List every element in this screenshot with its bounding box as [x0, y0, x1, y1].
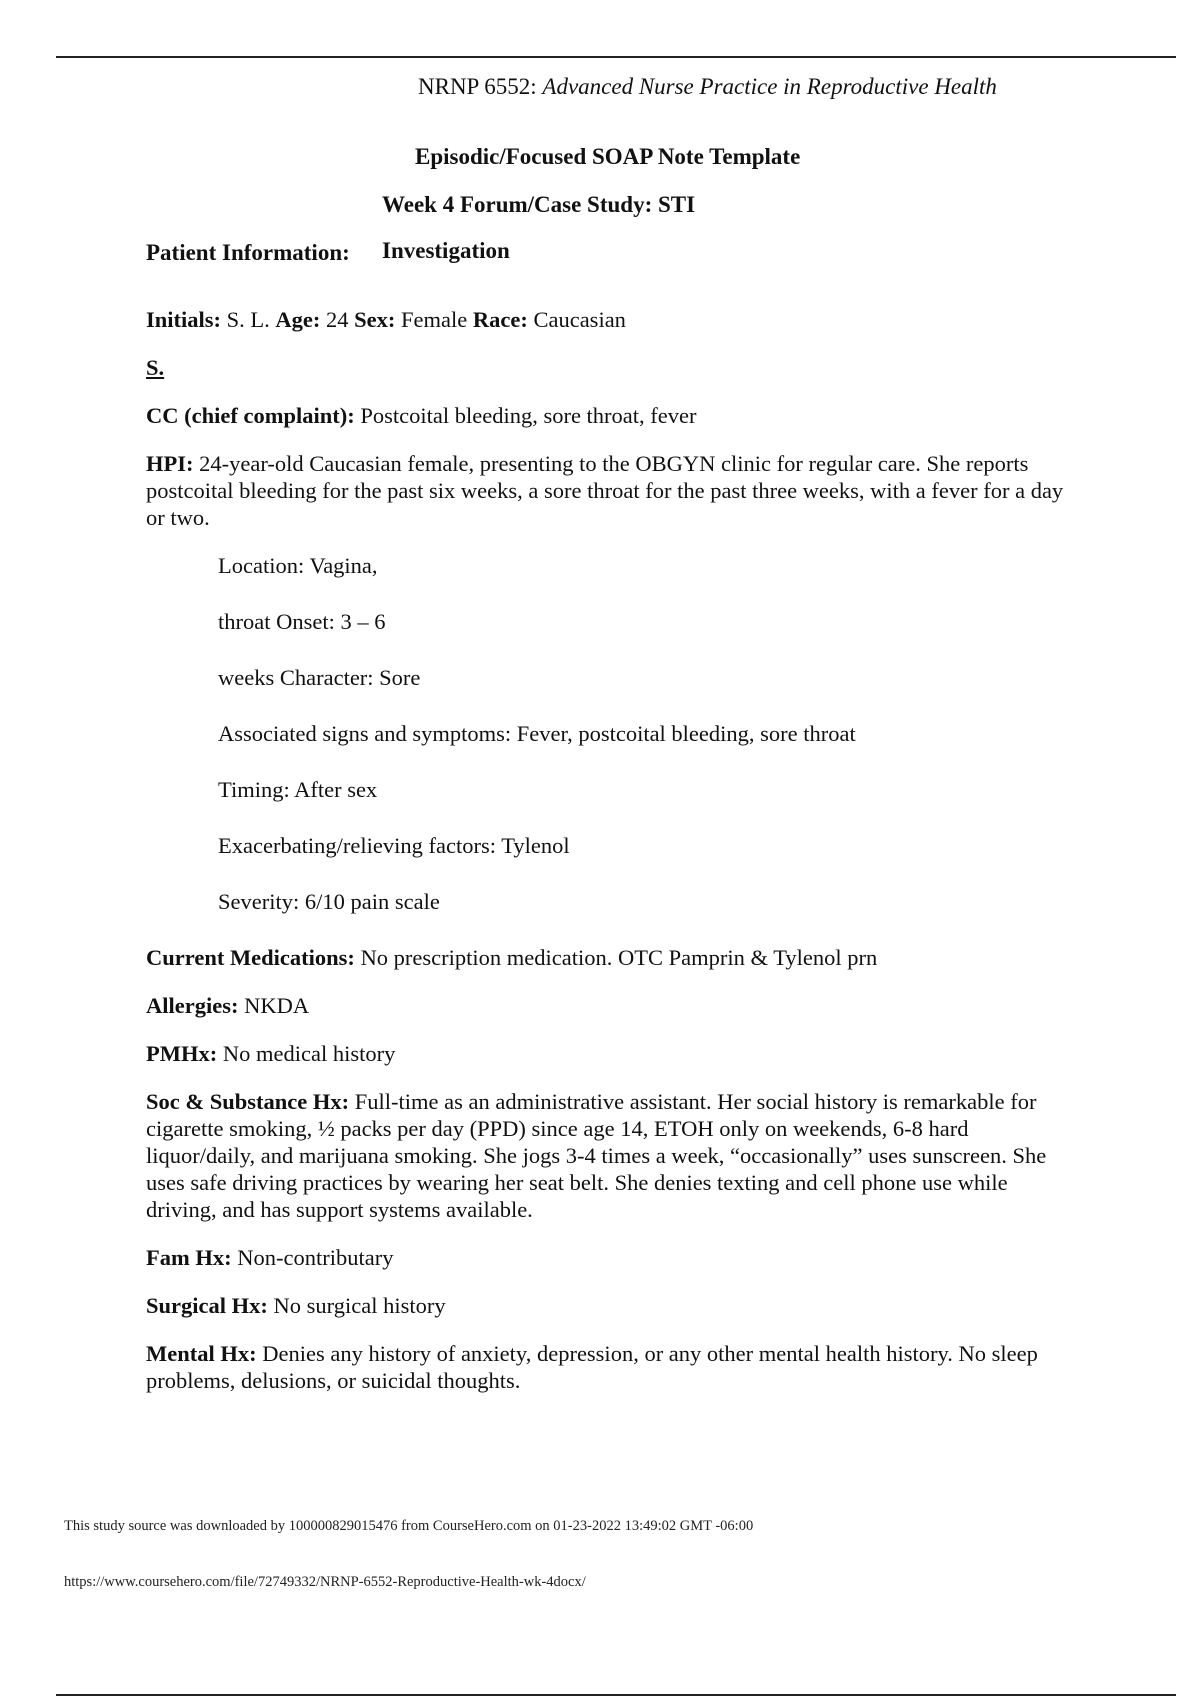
allergies-value: NKDA [244, 993, 310, 1018]
hpi-associated-symptoms: Associated signs and symptoms: Fever, postcoital bleeding, sore throat [218, 721, 856, 746]
allergies [146, 992, 1076, 1019]
mental-history [146, 1340, 1076, 1394]
initials-value: S. L. [226, 307, 270, 332]
allergies-label: Allergies: [146, 993, 239, 1018]
chief-complaint [146, 402, 1076, 429]
hpi-exacerbating-factors: Exacerbating/relieving factors: Tylenol [218, 833, 570, 858]
surgical-hx-value: No surgical history [273, 1293, 446, 1318]
fam-hx-value: Non-contributary [237, 1245, 394, 1270]
subjective-section-heading: S. [146, 355, 165, 380]
soap-note-body [146, 306, 1076, 1415]
hpi-label: HPI: [146, 451, 194, 476]
patient-information [146, 238, 510, 266]
patient-information-label: Patient Information: [146, 240, 350, 265]
surgical-history [146, 1292, 1076, 1319]
chief-complaint-label: CC (chief complaint): [146, 403, 355, 428]
age-value: 24 [326, 307, 349, 332]
download-source-notice: This study source was downloaded by 100000829015476 from CourseHero.com on 01-23-2022 13:49:02 GMT -06:00 [64, 1518, 754, 1534]
soc-substance-value: Full-time as an administrative assistant. Her social history is remarkable for cigarette smoking, ½ packs per day (PPD) since age 14, ETOH only on weekends, 6-8 hard liquor/daily, and marijuana smoking. She jogs 3-4 times a week, “occasionally” uses sunscreen. She uses safe driving practices by wearing her seat belt. She denies texting and cell phone use while driving, and has support systems available. [146, 1089, 1047, 1222]
patient-information-value: Investigation [382, 238, 510, 263]
mental-hx-value: Denies any history of anxiety, depression, or any other mental health history. No sleep problems, delusions, or suicidal thoughts. [146, 1341, 1038, 1393]
top-rule [56, 56, 1176, 58]
demographics-line [146, 306, 1076, 333]
current-medications-label: Current Medications: [146, 945, 355, 970]
initials-label: Initials: [146, 307, 222, 332]
hpi-character: weeks Character: Sore [218, 665, 421, 690]
surgical-hx-label: Surgical Hx: [146, 1293, 268, 1318]
chief-complaint-value: Postcoital bleeding, sore throat, fever [360, 403, 697, 428]
age-label: Age: [275, 307, 321, 332]
family-history [146, 1244, 1076, 1271]
hpi-timing: Timing: After sex [218, 777, 378, 802]
social-substance-history [146, 1088, 1076, 1223]
document-title: Episodic/Focused SOAP Note Template [415, 144, 801, 169]
pmhx-value: No medical history [222, 1041, 396, 1066]
hpi-onset: throat Onset: 3 – 6 [218, 609, 386, 634]
fam-hx-label: Fam Hx: [146, 1245, 232, 1270]
document-subtitle: Week 4 Forum/Case Study: STI [382, 192, 696, 217]
hpi-location: Location: Vagina, [218, 553, 378, 578]
past-medical-history [146, 1040, 1076, 1067]
hpi-severity: Severity: 6/10 pain scale [218, 889, 440, 914]
current-medications-value: No prescription medication. OTC Pamprin & Tylenol prn [360, 945, 878, 970]
course-code: NRNP 6552: [418, 74, 537, 99]
current-medications [146, 944, 1076, 971]
race-value: Caucasian [533, 307, 626, 332]
course-title: Advanced Nurse Practice in Reproductive Health [542, 74, 997, 99]
hpi-text: 24-year-old Caucasian female, presenting to the OBGYN clinic for regular care. She reports postcoital bleeding for the past six weeks, a sore throat for the past three weeks, with a fever for a day or two. [146, 451, 1064, 530]
sex-value: Female [401, 307, 468, 332]
mental-hx-label: Mental Hx: [146, 1341, 257, 1366]
bottom-rule [56, 1694, 1176, 1696]
hpi-paragraph [146, 450, 1076, 531]
sex-label: Sex: [354, 307, 396, 332]
course-header [418, 74, 997, 100]
pmhx-label: PMHx: [146, 1041, 218, 1066]
source-url[interactable]: https://www.coursehero.com/file/72749332/NRNP-6552-Reproductive-Health-wk-4docx/ [64, 1574, 586, 1590]
soc-substance-label: Soc & Substance Hx: [146, 1089, 350, 1114]
race-label: Race: [472, 307, 528, 332]
